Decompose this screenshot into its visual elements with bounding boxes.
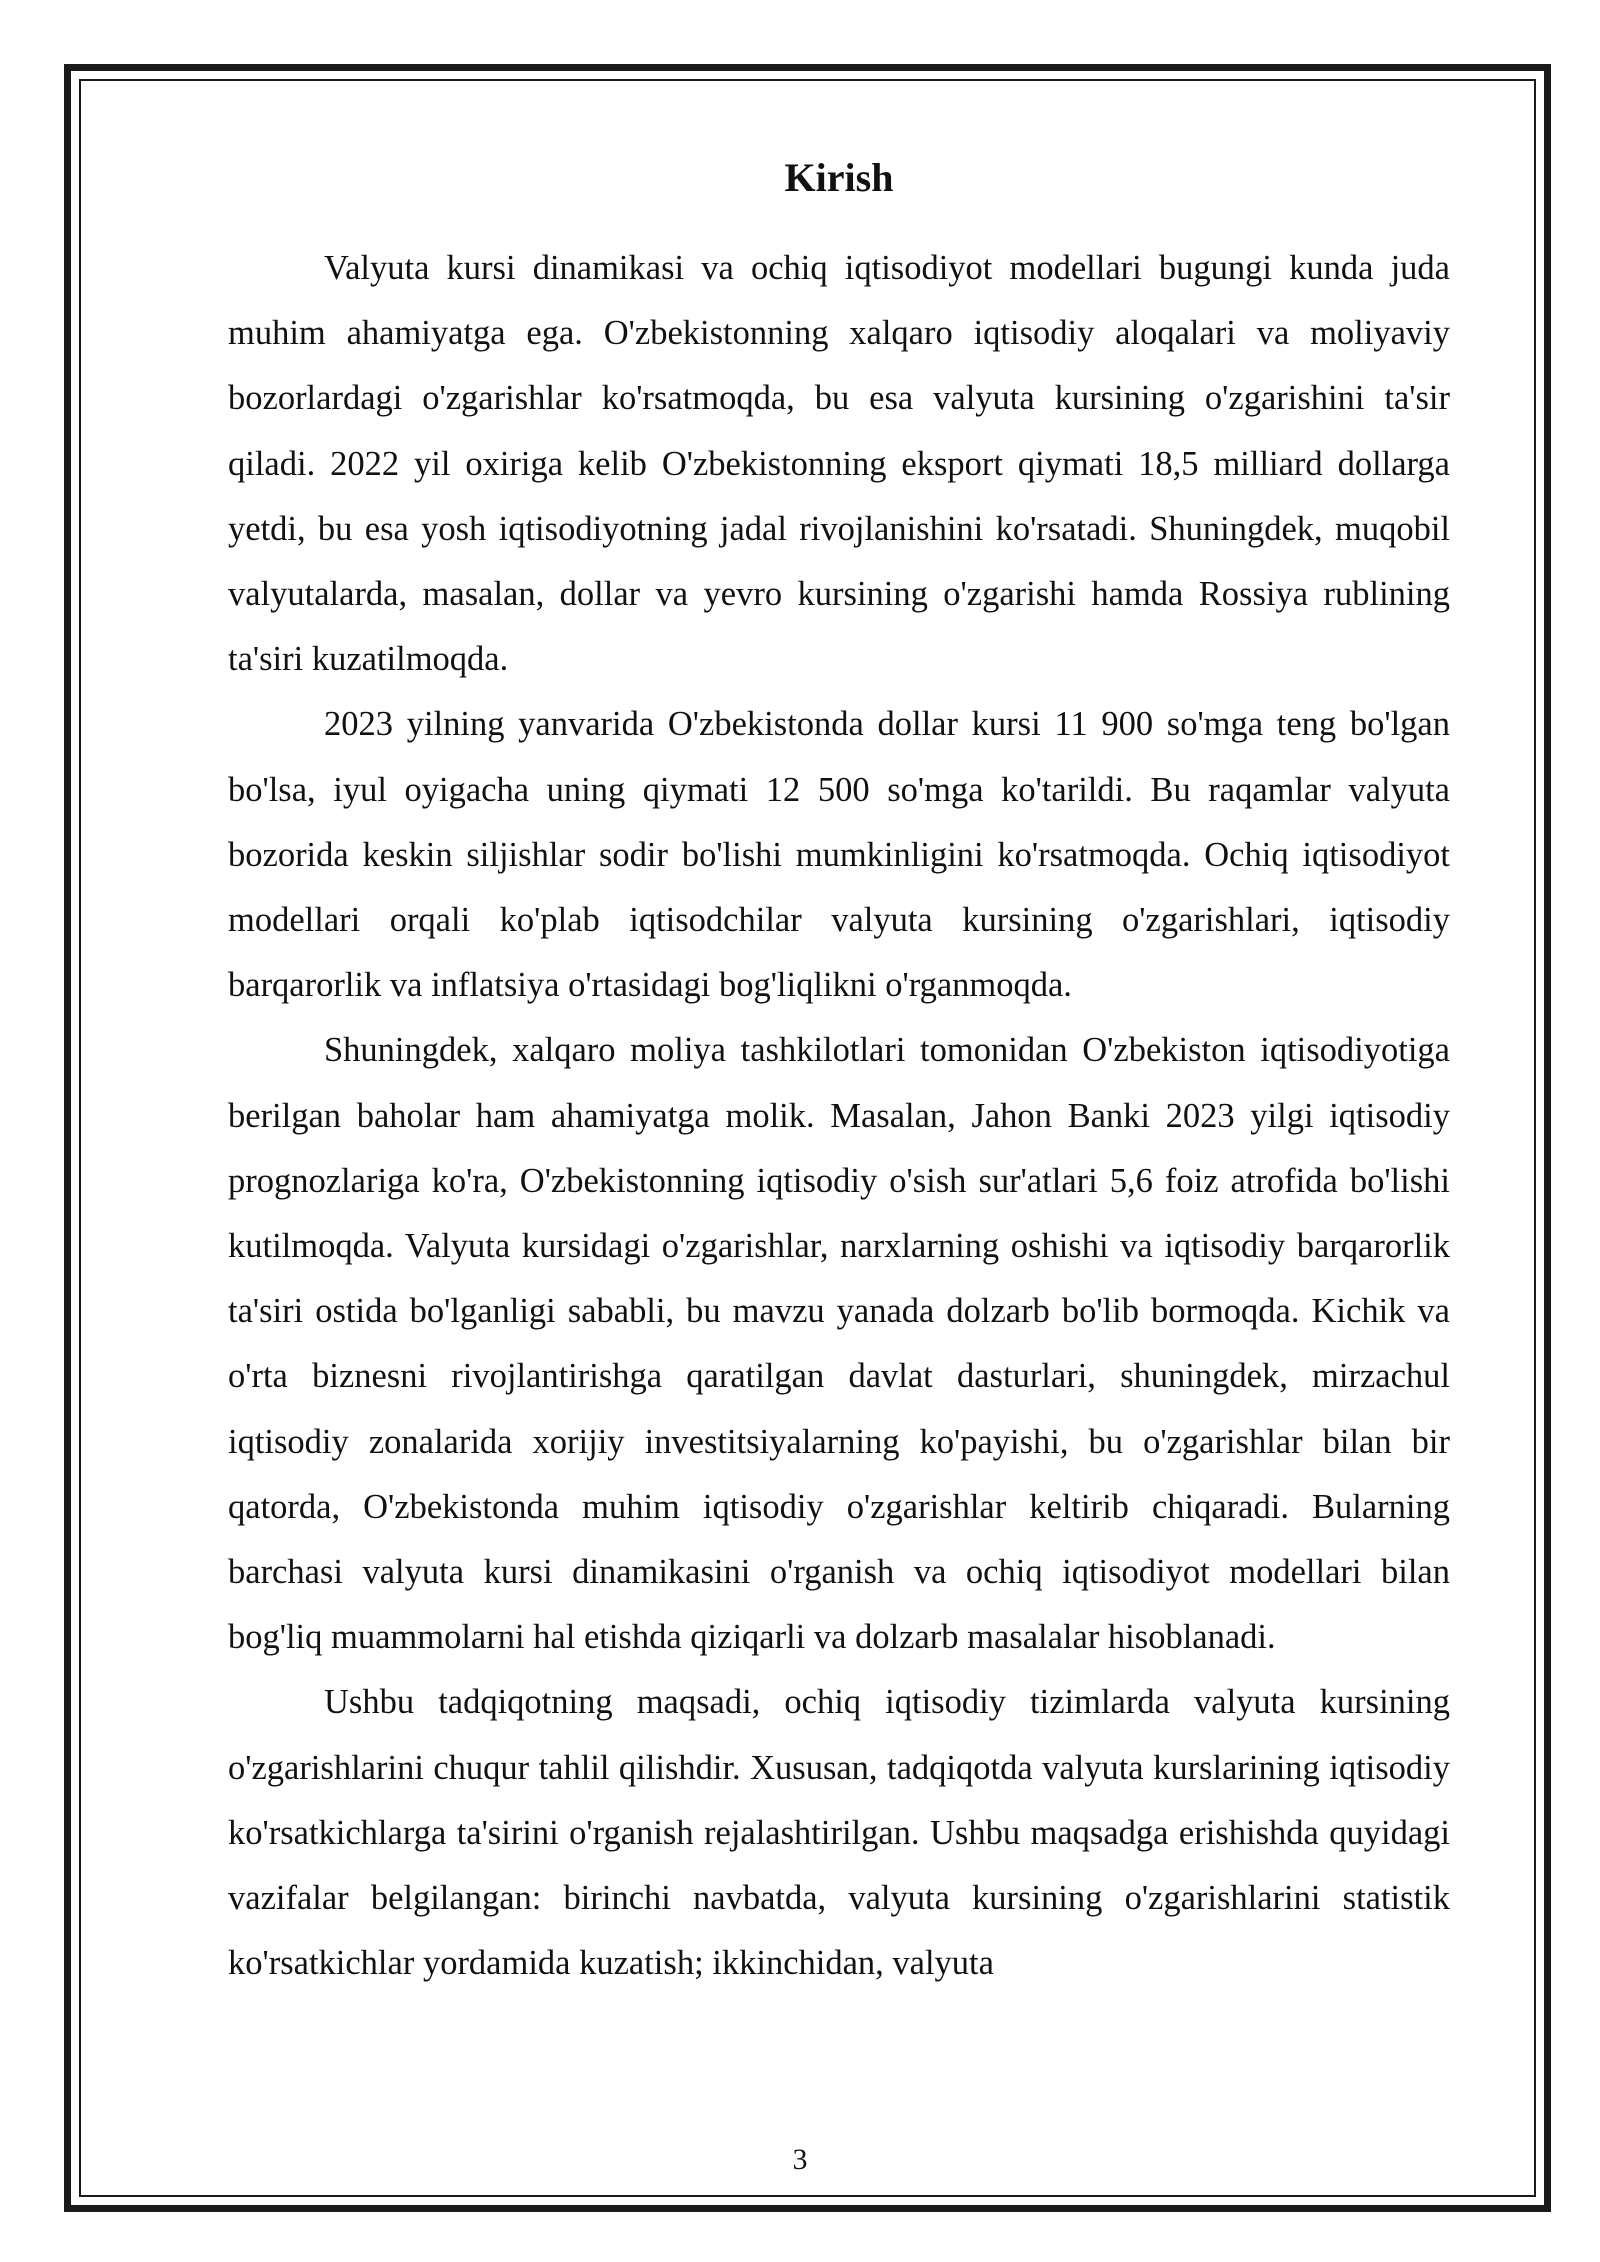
document-body (228, 150, 1450, 1996)
paragraph-3: Shuningdek, xalqaro moliya tashkilotlari tomonidan O'zbekiston iqtisodiyotiga berilgan baholar ham ahamiyatga molik. Masalan, Jahon Banki 2023 yilgi iqtisodiy prognozlariga ko'ra, O'zbekistonning iqtisodiy o'sish sur'atlari 5,6 foiz atrofida bo'lishi kutilmoqda. Valyuta kursidagi o'zgarishlar, narxlarning oshishi va iqtisodiy barqarorlik ta'siri ostida bo'lganligi sababli, bu mavzu yanada dolzarb bo'lib bormoqda. Kichik va o'rta biznesni rivojlantirishga qaratilgan davlat dasturlari, shuningdek, mirzachul iqtisodiy zonalarida xorijiy investitsiyalarning ko'payishi, bu o'zgarishlar bilan bir qatorda, O'zbekistonda muhim iqtisodiy o'zgarishlar keltirib chiqaradi. Bularning barchasi valyuta kursi dinamikasini o'rganish va ochiq iqtisodiyot modellari bilan bog'liq muammolarni hal etishda qiziqarli va dolzarb masalalar hisoblanadi. (228, 1031, 1450, 1657)
paragraph-1: Valyuta kursi dinamikasi va ochiq iqtisodiyot modellari bugungi kunda juda muhim ahamiyatga ega. O'zbekistonning xalqaro iqtisodiy aloqalari va moliyaviy bozorlardagi o'zgarishlar ko'rsatmoqda, bu esa valyuta kursining o'zgarishini ta'sir qiladi. 2022 yil oxiriga kelib O'zbekistonning eksport qiymati 18,5 milliard dollarga yetdi, bu esa yosh iqtisodiyotning jadal rivojlanishini ko'rsatadi. Shuningdek, muqobil valyutalarda, masalan, dollar va yevro kursining o'zgarishi hamda Rossiya rublining ta'siri kuzatilmoqda. (228, 249, 1450, 679)
page-number: 3 (792, 2143, 808, 2176)
paragraph-4: Ushbu tadqiqotning maqsadi, ochiq iqtisodiy tizimlarda valyuta kursining o'zgarishlarini chuqur tahlil qilishdir. Xususan, tadqiqotda valyuta kurslarining iqtisodiy ko'rsatkichlarga ta'sirini o'rganish rejalashtirilgan. Ushbu maqsadga erishishda quyidagi vazifalar belgilangan: birinchi navbatda, valyuta kursining o'zgarishlarini statistik ko'rsatkichlar yordamida kuzatish; ikkinchidan, valyuta (228, 1683, 1450, 1983)
page-title: Kirish (784, 155, 894, 200)
paragraph-2: 2023 yilning yanvarida O'zbekistonda dollar kursi 11 900 so'mga teng bo'lgan bo'lsa, iyul oyigacha uning qiymati 12 500 so'mga ko'tarildi. Bu raqamlar valyuta bozorida keskin siljishlar sodir bo'lishi mumkinligini ko'rsatmoqda. Ochiq iqtisodiyot modellari orqali ko'plab iqtisodchilar valyuta kursining o'zgarishlari, iqtisodiy barqarorlik va inflatsiya o'rtasidagi bog'liqlikni o'rganmoqda. (228, 705, 1450, 1005)
